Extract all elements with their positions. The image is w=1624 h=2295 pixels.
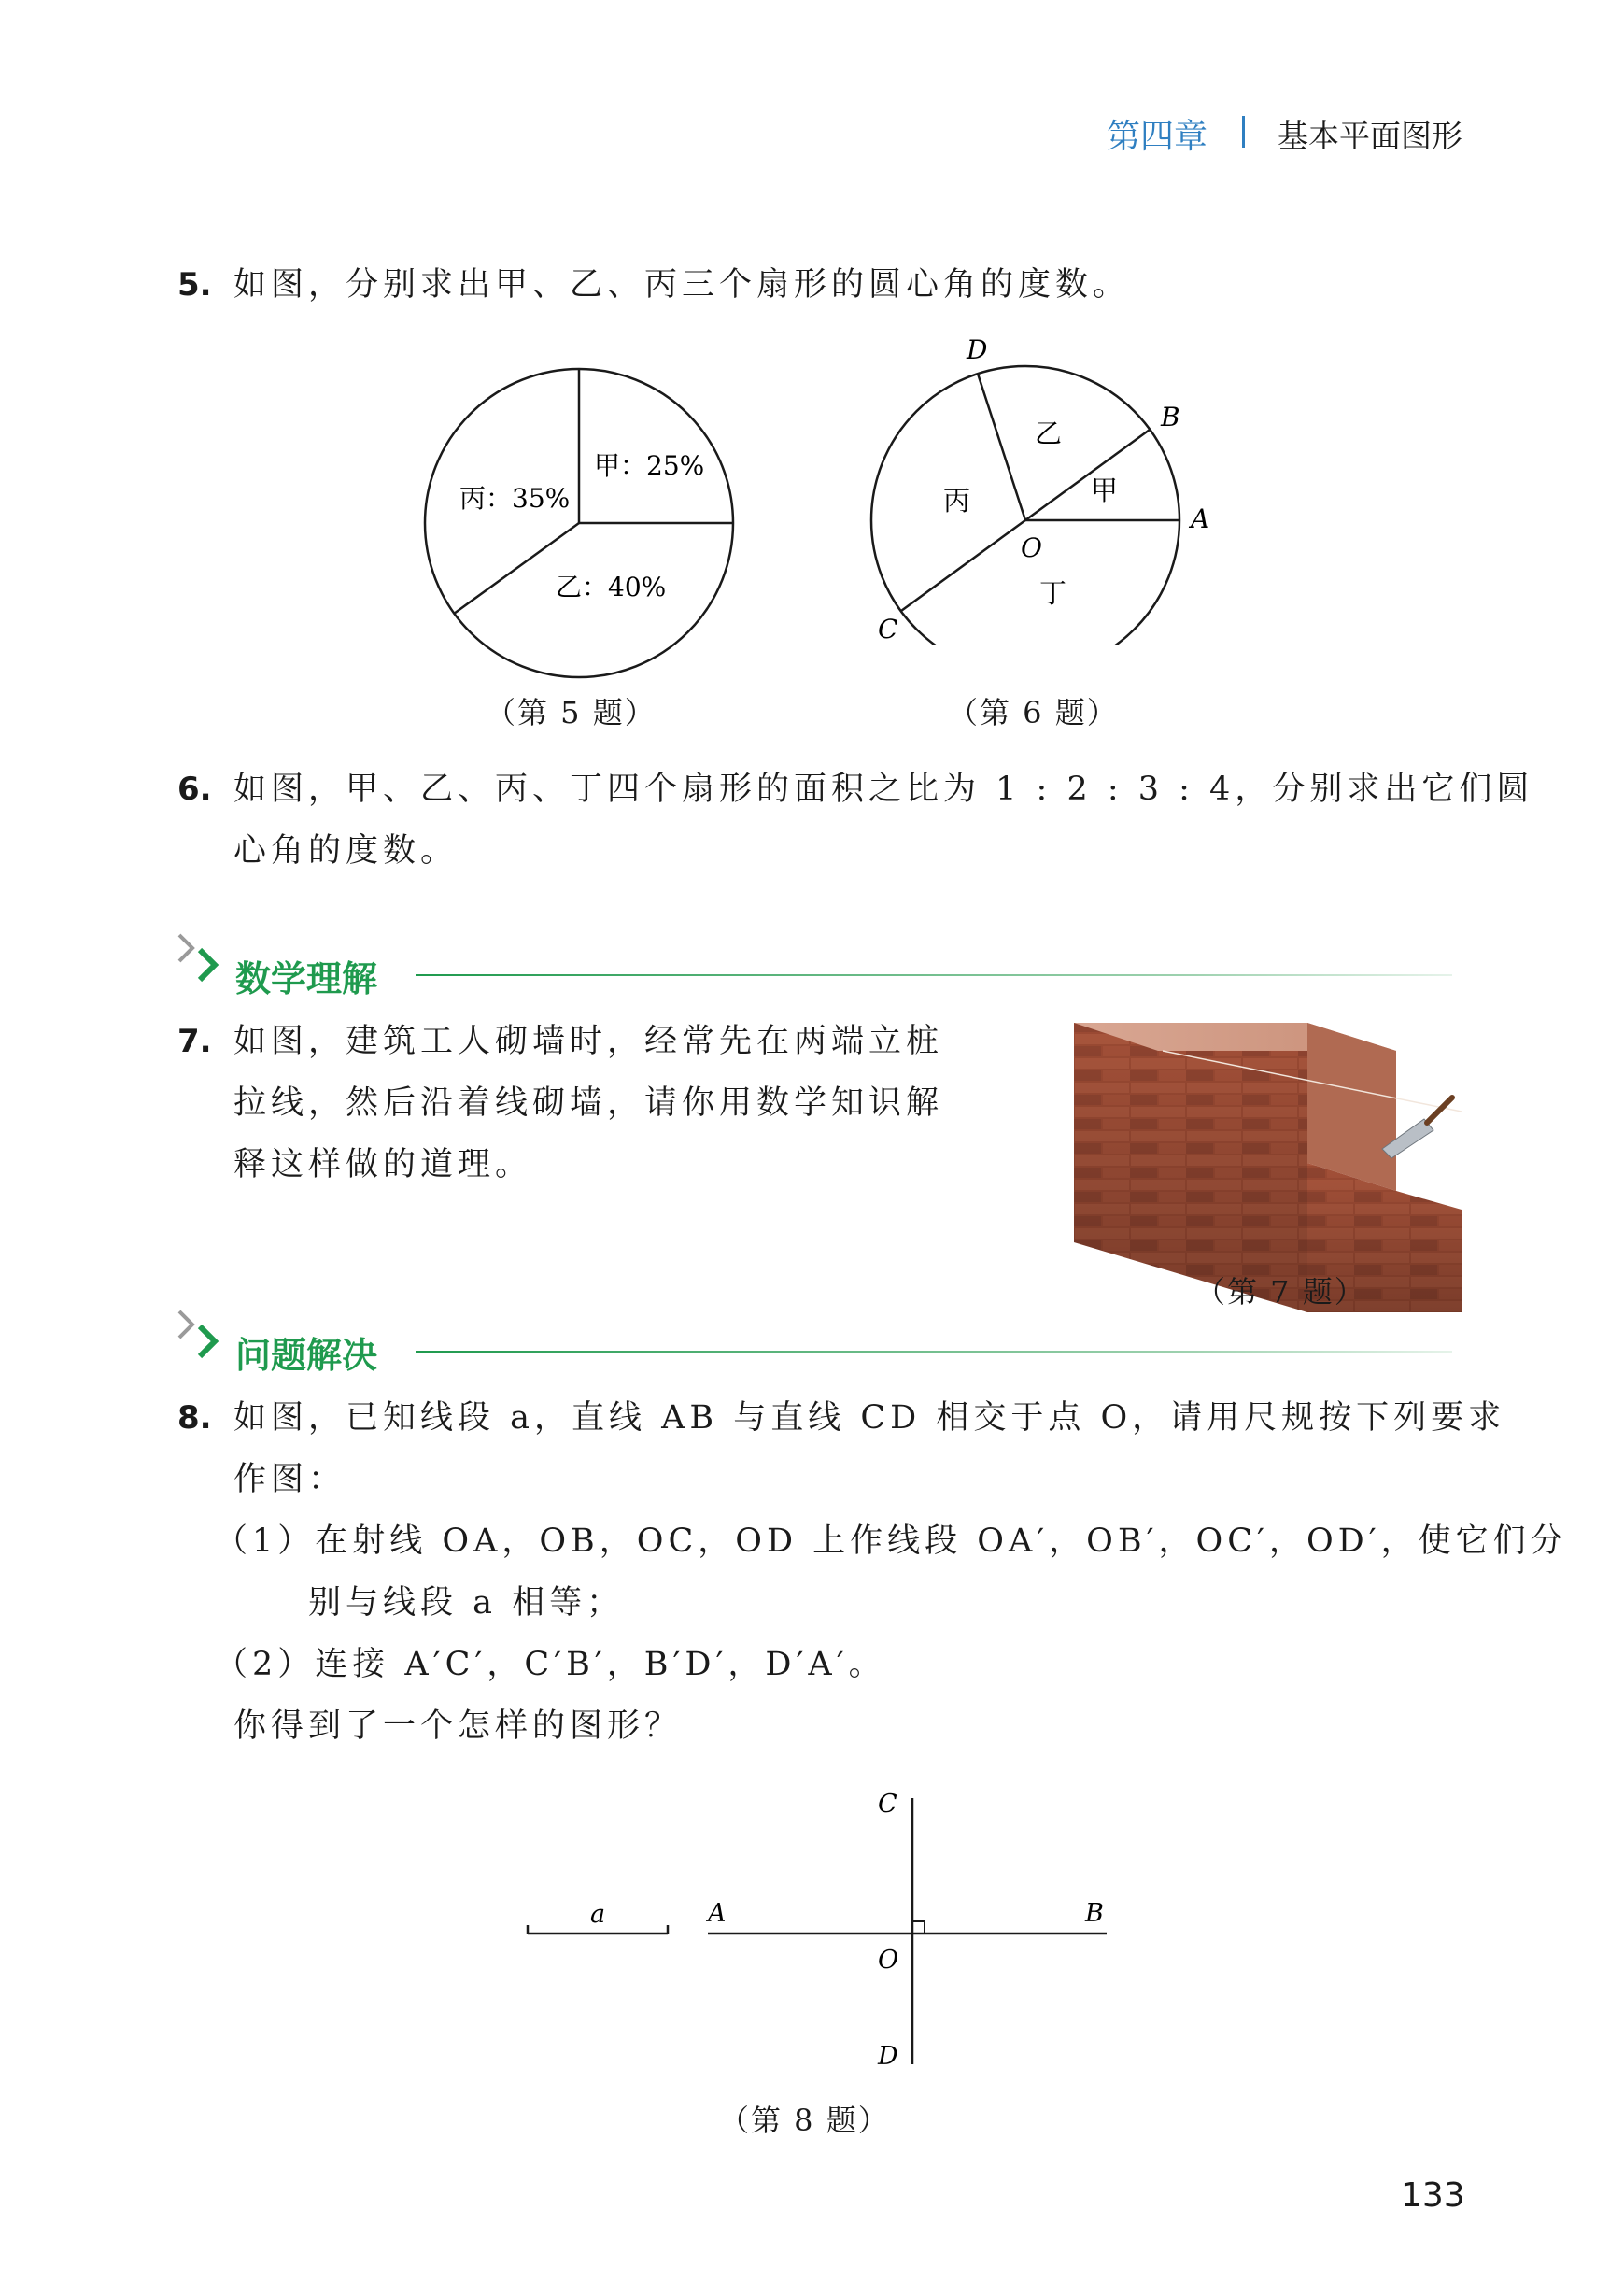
q8-item1-line2: 别与线段 a 相等； <box>308 1584 625 1622</box>
q8-number: 8. <box>177 1399 212 1437</box>
fig5-caption: （第 5 题） <box>486 695 657 730</box>
fig8-label-O: O <box>878 1946 899 1975</box>
fig6-ray-OD <box>978 374 1025 520</box>
chapter-label: 第四章 <box>1107 118 1208 156</box>
fig6-circle <box>871 366 1179 645</box>
q8-line1: 如图，已知线段 a，直线 AB 与直线 CD 相交于点 O，请用尺规按下列要求 <box>233 1399 1506 1437</box>
fig6-label-A: A <box>1191 503 1210 534</box>
fig6-label-D: D <box>967 334 988 365</box>
q6-line1: 如图，甲、乙、丙、丁四个扇形的面积之比为 1 : 2 : 3 : 4，分别求出它们圆 <box>233 771 1534 808</box>
fig6-ray-OC <box>901 520 1025 611</box>
section-chevron-icon <box>176 1306 230 1364</box>
fig6-label-jia: 甲 <box>1091 475 1119 506</box>
figure-6-pie <box>850 327 1233 645</box>
fig8-label-A: A <box>708 1899 727 1928</box>
fig6-label-B: B <box>1161 402 1180 432</box>
page-number: 133 <box>1401 2176 1465 2215</box>
q5-number: 5. <box>177 266 212 304</box>
fig8-label-D: D <box>878 2042 898 2071</box>
q8-question: 你得到了一个怎样的图形？ <box>233 1707 683 1745</box>
figure-5-pie <box>411 355 747 691</box>
q8-item1-line1: （1）在射线 OA，OB，OC，OD 上作线段 OA′，OB′，OC′，OD′，使它们分 <box>215 1523 1568 1560</box>
fig8-label-C: C <box>878 1790 897 1819</box>
fig6-label-bing: 丙 <box>943 485 971 517</box>
brick-wall-illustration <box>1074 1009 1462 1312</box>
header-separator <box>1242 116 1245 148</box>
fig6-label-C: C <box>878 614 898 645</box>
fig8-caption: （第 8 题） <box>719 2103 890 2138</box>
fig6-label-ding: 丁 <box>1039 577 1067 609</box>
fig6-caption: （第 6 题） <box>948 695 1119 730</box>
fig5-label-jia: 甲：25% <box>594 450 705 481</box>
chapter-title: 基本平面图形 <box>1278 118 1462 154</box>
fig8-label-B: B <box>1085 1899 1104 1928</box>
q7-line3: 释这样做的道理。 <box>233 1146 533 1183</box>
section-divider <box>416 1351 1452 1353</box>
fig5-label-bing: 丙：35% <box>459 483 571 514</box>
q8-line2: 作图： <box>233 1461 346 1498</box>
section-title-understanding: 数学理解 <box>235 958 378 999</box>
fig5-label-yi: 乙：40% <box>556 572 667 602</box>
q7-number: 7. <box>177 1023 212 1060</box>
fig8-label-a: a <box>590 1900 606 1929</box>
figure-8-lines <box>504 1779 1139 2088</box>
q7-line2: 拉线，然后沿着线砌墙，请你用数学知识解 <box>233 1084 944 1122</box>
right-angle-mark <box>912 1921 925 1934</box>
q5-text: 如图，分别求出甲、乙、丙三个扇形的圆心角的度数。 <box>233 266 1131 304</box>
fig6-label-yi: 乙 <box>1035 418 1063 449</box>
q7-line1: 如图，建筑工人砌墙时，经常先在两端立桩 <box>233 1023 944 1060</box>
q6-number: 6. <box>177 771 212 808</box>
q6-line2: 心角的度数。 <box>233 832 459 870</box>
section-chevron-icon <box>176 929 230 987</box>
section-title-problem-solving: 问题解决 <box>235 1335 378 1376</box>
fig6-label-O: O <box>1021 532 1042 563</box>
fig7-caption: （第 7 题） <box>1195 1274 1366 1310</box>
q8-item2: （2）连接 A′C′，C′B′，B′D′，D′A′。 <box>215 1646 886 1683</box>
section-divider <box>416 974 1452 976</box>
